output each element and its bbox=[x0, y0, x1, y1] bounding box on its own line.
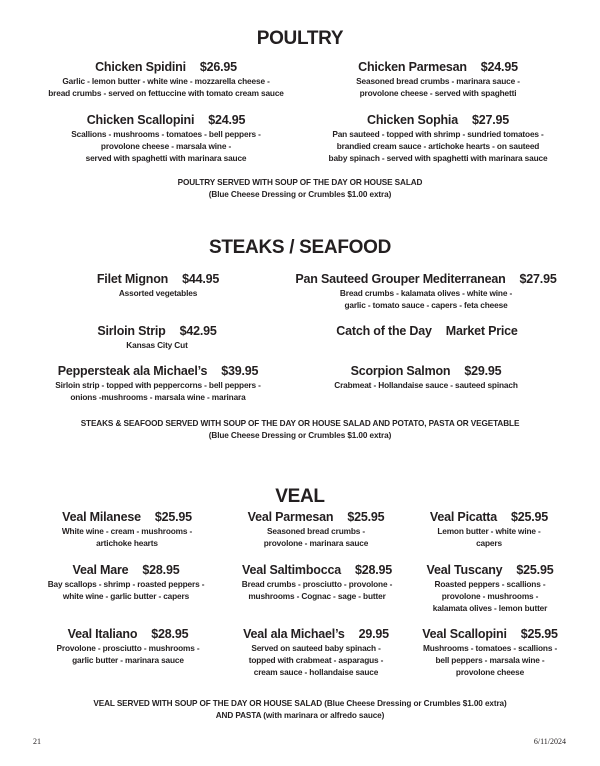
date: 6/11/2024 bbox=[533, 737, 566, 746]
item-name: Veal Picatta bbox=[429, 510, 498, 524]
item-name: Veal Milanese bbox=[62, 510, 141, 524]
item-price: $25.95 bbox=[516, 563, 554, 577]
menu-item bbox=[356, 60, 520, 99]
item-name: Catch of the Day bbox=[336, 324, 432, 338]
menu-item bbox=[243, 627, 389, 678]
item-description: Bread crumbs - prosciutto - provolone - mushrooms - Cognac - sage - butter bbox=[241, 579, 393, 601]
menu-item bbox=[62, 510, 192, 549]
item-name: Peppersteak ala Michael’s bbox=[57, 364, 208, 378]
item-price: Market Price bbox=[445, 324, 518, 338]
menu-item bbox=[422, 627, 558, 678]
item-price: $39.95 bbox=[221, 364, 259, 378]
item-price: $28.95 bbox=[354, 563, 392, 577]
section-title-steaks: STEAKS / SEAFOOD bbox=[208, 237, 392, 258]
menu-item bbox=[48, 563, 205, 602]
item-description: Pan sauteed - topped with shrimp - sundried tomatoes - brandied cream sauce - artichoke hearts - on sauteed baby spinach - served with spaghetti with marinara sauce bbox=[328, 129, 548, 163]
menu-item bbox=[242, 563, 392, 602]
item-name: Veal Saltimbocca bbox=[242, 563, 341, 577]
menu-item bbox=[430, 510, 548, 549]
menu-item bbox=[248, 510, 385, 549]
item-name: Veal Scallopini bbox=[422, 627, 507, 641]
item-description: Lemon butter - white wine - capers bbox=[437, 526, 541, 548]
item-price: $29.95 bbox=[464, 364, 502, 378]
item-price: $42.95 bbox=[179, 324, 217, 338]
item-description: Scallions - mushrooms - tomatoes - bell peppers - provolone cheese - marsala wine - served with spaghetti with marinara sauce bbox=[71, 129, 261, 163]
item-description: Garlic - lemon butter - white wine - mozzarella cheese - bread crumbs - served on fettuccine with tomato cream sauce bbox=[48, 76, 284, 98]
item-name: Veal Parmesan bbox=[247, 510, 334, 524]
item-name: Sirloin Strip bbox=[97, 324, 166, 338]
item-name: Filet Mignon bbox=[96, 272, 169, 286]
item-name: Veal Italiano bbox=[67, 627, 138, 641]
item-description: Crabmeat - Hollandaise sauce - sauteed spinach bbox=[334, 380, 518, 390]
item-name: Chicken Parmesan bbox=[358, 60, 467, 74]
menu-item bbox=[329, 113, 548, 164]
menu-item bbox=[55, 364, 261, 403]
menu-item bbox=[48, 60, 284, 99]
item-name: Chicken Scallopini bbox=[86, 113, 195, 127]
item-price: $27.95 bbox=[471, 113, 510, 127]
item-name: Scorpion Salmon bbox=[350, 364, 451, 378]
section-note-veal: VEAL SERVED WITH SOUP OF THE DAY OR HOUSE SALAD (Blue Cheese Dressing or Crumbles $1.00 extra) AND PASTA (with marinara or alfredo sauce) bbox=[93, 699, 507, 720]
item-price: $26.95 bbox=[199, 60, 237, 74]
item-price: $24.95 bbox=[480, 60, 518, 74]
menu-item bbox=[56, 627, 199, 666]
menu-item bbox=[97, 324, 216, 351]
item-price: $25.95 bbox=[154, 510, 192, 524]
item-name: Chicken Sophia bbox=[366, 113, 458, 127]
item-description: Sirloin strip - topped with peppercorns - bell peppers - onions -mushrooms - marsala wine - marinara bbox=[55, 380, 261, 402]
item-name: Chicken Spidini bbox=[95, 60, 186, 74]
section-note-steaks: STEAKS & SEAFOOD SERVED WITH SOUP OF THE DAY OR HOUSE SALAD AND POTATO, PASTA OR VEGETABLE (Blue Cheese Dressing or Crumbles $1.00 extra) bbox=[80, 419, 520, 440]
item-price: $25.95 bbox=[347, 510, 385, 524]
section-title-poultry: POULTRY bbox=[256, 28, 344, 49]
page-number: 21 bbox=[33, 737, 41, 746]
item-description: Kansas City Cut bbox=[126, 340, 188, 350]
item-description: Mushrooms - tomatoes - scallions - bell peppers - marsala wine - provolone cheese bbox=[422, 643, 558, 677]
menu-item bbox=[97, 272, 219, 299]
item-description: Assorted vegetables bbox=[118, 288, 198, 298]
item-name: Veal Mare bbox=[72, 563, 129, 577]
item-description: Seasoned bread crumbs - marinara sauce - provolone cheese - served with spaghetti bbox=[356, 76, 520, 98]
menu-item bbox=[334, 364, 518, 391]
item-name: Veal ala Michael’s bbox=[243, 627, 345, 641]
item-price: $28.95 bbox=[142, 563, 180, 577]
item-price: 29.95 bbox=[358, 627, 389, 641]
item-description: Roasted peppers - scallions - provolone - mushrooms - kalamata olives - lemon butter bbox=[432, 579, 548, 613]
item-price: $25.95 bbox=[511, 510, 549, 524]
item-description: White wine - cream - mushrooms - artichoke hearts bbox=[61, 526, 193, 548]
item-description: Bread crumbs - kalamata olives - white wine - garlic - tomato sauce - capers - feta cheese bbox=[339, 288, 513, 310]
menu-item bbox=[427, 563, 554, 614]
item-price: $44.95 bbox=[182, 272, 220, 286]
item-price: $24.95 bbox=[208, 113, 246, 127]
item-name: Pan Sauteed Grouper Mediterranean bbox=[295, 272, 506, 286]
section-title-veal: VEAL bbox=[275, 486, 325, 507]
item-description: Bay scallops - shrimp - roasted peppers - white wine - garlic butter - capers bbox=[47, 579, 205, 601]
section-note-poultry: POULTRY SERVED WITH SOUP OF THE DAY OR HOUSE SALAD (Blue Cheese Dressing or Crumbles $1.00 extra) bbox=[177, 178, 423, 199]
menu-item bbox=[71, 113, 261, 164]
menu-item bbox=[295, 272, 556, 311]
item-name: Veal Tuscany bbox=[426, 563, 503, 577]
item-price: $28.95 bbox=[151, 627, 189, 641]
item-price: $25.95 bbox=[520, 627, 558, 641]
item-description: Provolone - prosciutto - mushrooms - garlic butter - marinara sauce bbox=[56, 643, 200, 665]
item-description: Seasoned bread crumbs - provolone - marinara sauce bbox=[263, 526, 369, 548]
menu-item bbox=[336, 324, 517, 339]
item-price: $27.95 bbox=[519, 272, 557, 286]
item-description: Served on sauteed baby spinach - topped with crabmeat - asparagus - cream sauce - hollandaise sauce bbox=[248, 643, 384, 677]
